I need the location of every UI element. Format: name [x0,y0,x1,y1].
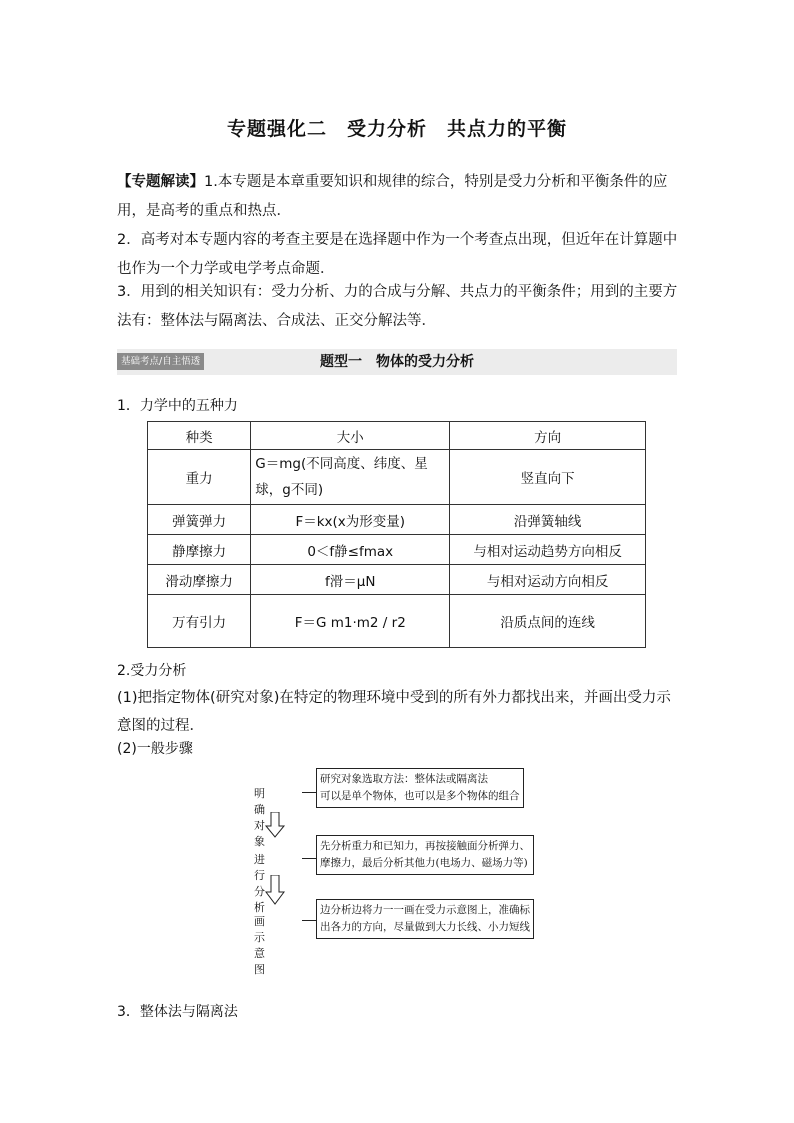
table-row [148,505,646,535]
flow-step-1-line-2: 可以是单个物体，也可以是多个物体的组合 [320,790,520,802]
force-direction: 沿质点间的连线 [450,595,646,648]
intro-tag: 【专题解读】 [117,174,204,190]
force-name: 重力 [148,450,251,505]
force-direction: 竖直向下 [450,450,646,505]
flow-connector [302,858,316,859]
force-name: 弹簧弹力 [148,505,251,535]
force-direction: 与相对运动方向相反 [450,565,646,595]
section-title: 题型一 物体的受力分析 [320,354,474,370]
table-row [148,535,646,565]
table-row [148,450,646,505]
force-name: 万有引力 [148,595,251,648]
force-name: 静摩擦力 [148,535,251,565]
down-arrow-icon [264,875,286,905]
intro-paragraph-2: 2．高考对本专题内容的考查主要是在选择题中作为一个考查点出现，但近年在计算题中也作为一个力学或电学考点命题． [117,232,678,277]
analysis-paragraph-1: (1)把指定物体(研究对象)在特定的物理环境中受到的所有外力都找出来，并画出受力示意图的过程． [117,690,671,734]
flow-step-2-line-1: 先分析重力和已知力，再按接触面分析弹力、 [320,840,530,852]
force-direction: 与相对运动趋势方向相反 [450,535,646,565]
force-direction: 沿弹簧轴线 [450,505,646,535]
section-badge: 基础考点/自主悟透 [117,353,204,370]
table-row [148,595,646,648]
flow-connector [302,920,316,921]
force-size: F＝kx(x为形变量) [251,505,450,535]
heading-whole-isolation: 3．整体法与隔离法 [117,1004,238,1020]
table-header-row [148,422,646,450]
force-size: G＝mg(不同高度、纬度、星球，g不同) [251,450,450,505]
force-table [147,421,646,648]
flow-step-1-line-1: 研究对象选取方法：整体法或隔离法 [320,773,488,785]
flow-step-2-box [316,835,534,875]
header-kind: 种类 [148,422,251,450]
intro-text-1: 1.本专题是本章重要知识和规律的综合，特别是受力分析和平衡条件的应用，是高考的重点和热点． [117,174,668,219]
heading-force-analysis: 2.受力分析 [117,663,187,679]
header-size: 大小 [251,422,450,450]
table-row [148,565,646,595]
heading-five-forces: 1．力学中的五种力 [117,398,238,414]
force-size: F＝G m1·m2 / r2 [251,595,450,648]
flow-step-3-line-1: 边分析边将力一一画在受力示意图上，准确标 [320,904,530,916]
flow-connector [302,792,316,793]
flow-step-2-line-2: 摩擦力，最后分析其他力(电场力、磁场力等) [320,857,528,869]
force-size: f滑＝μN [251,565,450,595]
flow-step-1-label: 明确对象 [254,787,265,848]
flow-step-2-label: 进行分析 [254,853,265,914]
intro-paragraph-1 [117,168,679,226]
flow-step-3-box [316,899,534,939]
force-name: 滑动摩擦力 [148,565,251,595]
force-size: 0＜f静≤fmax [251,535,450,565]
flow-step-1-box [316,768,524,808]
intro-paragraph-3: 3．用到的相关知识有：受力分析、力的合成与分解、共点力的平衡条件；用到的主要方法有：整体法与隔离法、合成法、正交分解法等． [117,284,678,329]
header-direction: 方向 [450,422,646,450]
analysis-paragraph-2: (2)一般步骤 [117,741,193,757]
flow-step-3-label: 画示意图 [254,915,265,976]
page-title: 专题强化二 受力分析 共点力的平衡 [226,118,567,140]
flow-step-3-line-2: 出各力的方向，尽量做到大力长线、小力短线 [320,921,530,933]
section-bar [117,349,677,375]
down-arrow-icon [264,812,286,838]
